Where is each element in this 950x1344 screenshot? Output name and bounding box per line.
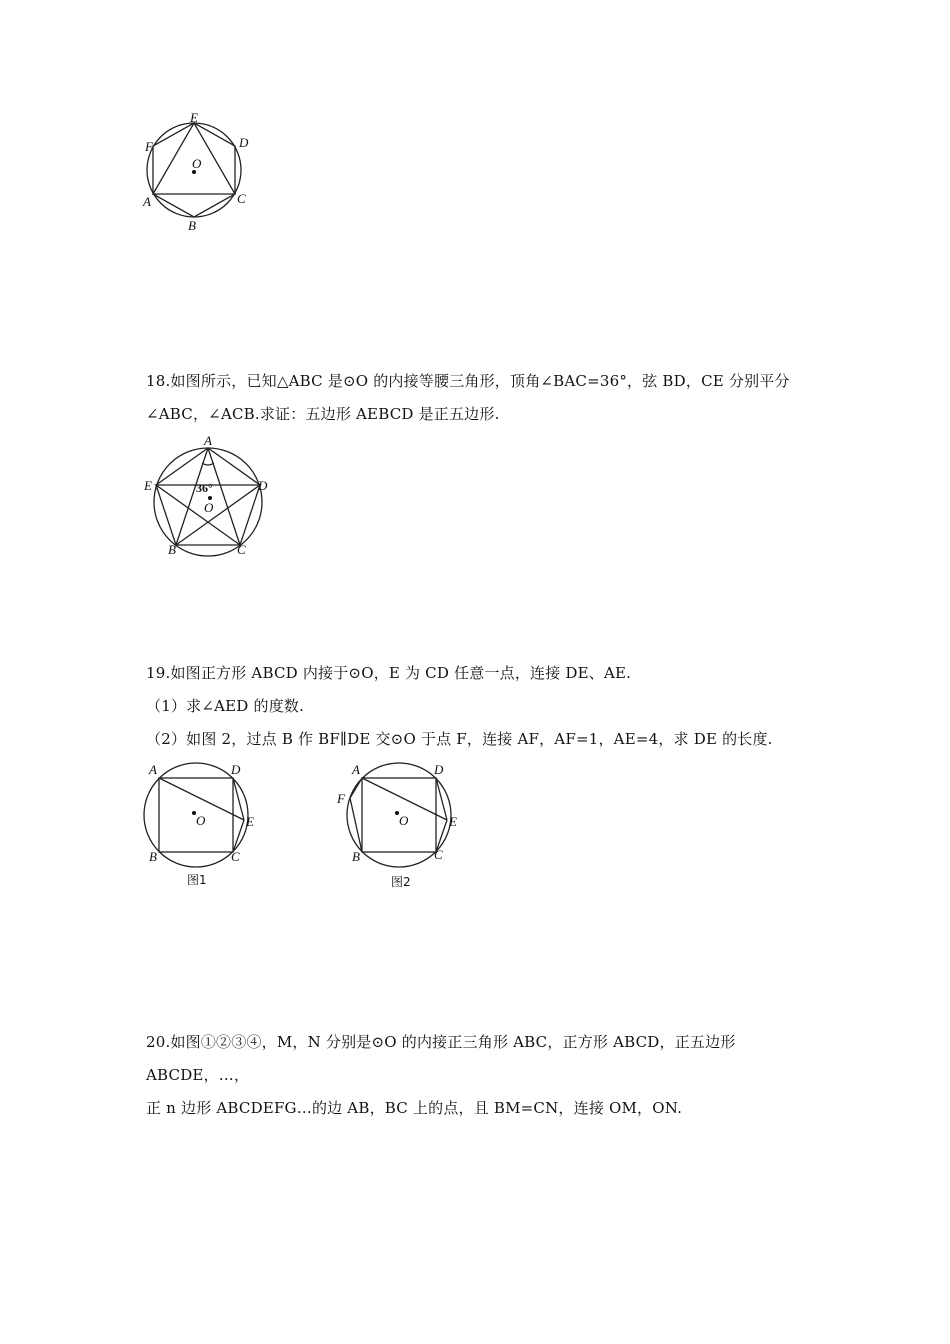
label-b: B [149, 849, 157, 864]
label-e: E [449, 814, 457, 829]
label-f: F [145, 139, 153, 154]
q19-line2: （1）求∠AED 的度数. [146, 697, 305, 715]
q20-line1: 20.如图①②③④，M，N 分别是⊙O 的内接正三角形 ABC，正方形 ABCD，正五边形 ABCDE，…， [146, 1033, 736, 1084]
q20-line2: 正 n 边形 ABCDEFG…的边 AB，BC 上的点，且 BM=CN，连接 OM，ON. [146, 1099, 683, 1117]
label-a: A [149, 762, 157, 777]
figure-q19-1 [135, 758, 275, 893]
q19-line3: （2）如图 2，过点 B 作 BF∥DE 交⊙O 于点 F，连接 AF，AF=1，AE=4，求 DE 的长度. [146, 730, 773, 748]
figure-q19-2 [333, 758, 473, 893]
label-o: O [399, 813, 409, 828]
q19-line1: 19.如图正方形 ABCD 内接于⊙O，E 为 CD 任意一点，连接 DE、AE. [146, 664, 632, 682]
label-a: A [204, 433, 212, 448]
label-d: D [258, 478, 268, 493]
label-a: A [352, 762, 360, 777]
label-o: O [196, 813, 206, 828]
label-b: B [352, 849, 360, 864]
label-e: E [246, 814, 254, 829]
label-e: E [144, 478, 152, 493]
q20-text [146, 1026, 826, 1125]
label-b: B [188, 218, 196, 233]
label-f: F [337, 791, 345, 806]
label-c: C [231, 849, 240, 864]
label-b: B [168, 542, 176, 557]
angle-arc [202, 463, 214, 465]
q18-line2: ∠ABC，∠ACB.求证：五边形 AEBCD 是正五边形. [146, 405, 500, 423]
label-c: C [237, 542, 246, 557]
q18-line1: 18.如图所示，已知△ABC 是⊙O 的内接等腰三角形，顶角∠BAC=36°，弦 BD，CE 分别平分 [146, 372, 790, 390]
label-c: C [434, 847, 443, 862]
caption-figure-2: 图2 [391, 875, 411, 889]
caption-figure-1: 图1 [187, 873, 207, 887]
label-d: D [434, 762, 444, 777]
label-a: A [143, 194, 151, 209]
figure-q18-pentagon [140, 430, 280, 565]
segment-af [350, 778, 362, 798]
label-d: D [239, 135, 249, 150]
angle-label: 36° [196, 481, 213, 495]
q19-text [146, 657, 826, 756]
label-o: O [204, 500, 214, 515]
segment-ce [233, 820, 244, 852]
label-e: E [190, 110, 198, 125]
label-d: D [231, 762, 241, 777]
q18-text [146, 365, 826, 431]
label-c: C [237, 191, 246, 206]
figure-q17-hexagon [135, 105, 265, 235]
label-o: O [192, 156, 202, 171]
